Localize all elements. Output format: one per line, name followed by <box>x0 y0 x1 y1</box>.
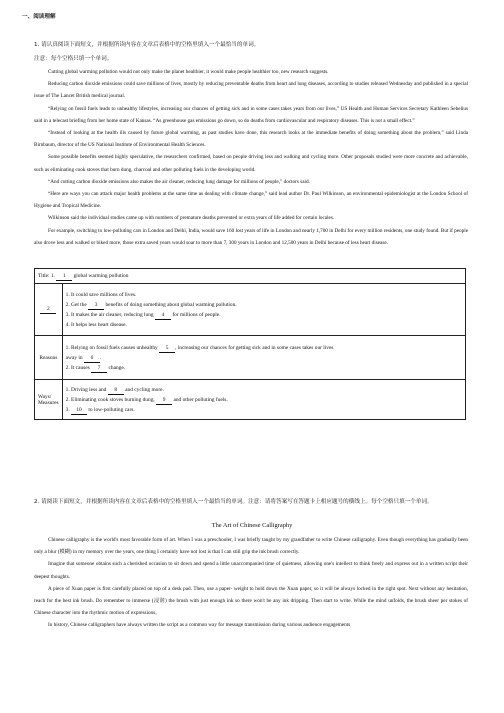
line-text: 3. <box>65 406 70 413</box>
blank-6[interactable]: 6 <box>84 354 100 363</box>
table-line <box>66 385 462 395</box>
table-line <box>66 290 462 300</box>
blank-1[interactable]: 1 <box>56 272 72 281</box>
line-text: 1. Driving less and <box>65 386 107 393</box>
table-line <box>66 353 462 363</box>
q2-paragraph: In history, Chinese calligraphers have always written the script as a common way for message transmission during various audience engagements <box>48 622 351 629</box>
q1-paragraph: Wilkinson said the individual studies came up with numbers of premature deaths prevented or extra years of life added for certain locales. <box>48 215 335 222</box>
table-line <box>66 343 462 353</box>
summary-table <box>34 268 466 420</box>
table-line <box>66 300 462 310</box>
q1-paragraph: “Relying on fossil fuels leads to unhealthy lifestyles, increasing our chances of getting sick and in some cases takes years from our lives,” US Health and Human Services Secretary Kathleen Sebelius said in a telecast briefing from her home state of Kansas. “As greenhouse gas emissions go down, so do deaths from cardiovascular and respiratory diseases. This is not a small effect.” <box>34 105 468 124</box>
blank-2[interactable]: 2 <box>40 305 56 314</box>
line-text: and other polluting fuels. <box>173 396 228 403</box>
blank-8[interactable]: 8 <box>108 386 124 395</box>
line-text: for millions of people. <box>172 311 221 318</box>
line-text: , increasing our chances for getting sick and in some cases takes our lives <box>175 344 334 351</box>
line-text: and cycling more. <box>125 386 164 393</box>
q1-note: 注意：每个空格只填一个单词。 <box>34 56 113 62</box>
q1-paragraph: “Here are ways you can attack major health problems at the same time as dealing with climate change,” said lead author Dr. Paul Wilkinson, an environmental epidemiologist at the London School of Hygiene and Tropical Medicine. <box>34 191 468 210</box>
q1-passage <box>34 66 468 249</box>
row-content-cell <box>62 380 465 420</box>
q2-paragraph: A piece of Xuan paper is first carefully placed on top of a desk pad. Then, use a paper- weight to hold down the Xuan paper, so it will be always locked in the right spot. Next without any hesitation, reach for the best ink brush. Do remember to immerse (浸润) the brush with just enough ink so there won't be any ink dripping. Then start to write. While the mind unfolds, the brush sheer per stokes of Chinese character into the rhythmic motion of expressions。 <box>34 585 468 617</box>
blank-3[interactable]: 3 <box>88 301 104 310</box>
q1-paragraph: “And cutting carbon dioxide emissions also makes the air cleaner, reducing lung damage for millions of people,” doctors said. <box>48 178 310 185</box>
q2-paragraph: Imagine that someone obtains such a cherished occasion to sit down and spend a little unaccompanied time of quietness, allowing one's intellect to think freely and express out in a written script their deepest thoughts. <box>34 561 468 580</box>
q2-title: The Art of Chinese Calligraphy <box>211 522 293 529</box>
section-header: 一、阅读理解 <box>22 14 56 20</box>
row-label-measures: Ways/ Measures <box>35 380 63 420</box>
table-line <box>66 320 462 330</box>
blank-9[interactable]: 9 <box>156 396 172 405</box>
q1-instruction: 1. 请认真阅读下面短文，并根据所读内容在文章后表格中的空格里填入一个最恰当的单词。 <box>34 42 260 48</box>
line-text: 2. It causes <box>65 364 90 371</box>
line-text: 1. It could save millions of lives. <box>65 291 137 298</box>
line-text: change. <box>108 364 126 371</box>
line-text: 3. It makes the air cleaner, reducing lung <box>65 311 154 318</box>
table-line <box>66 310 462 320</box>
line-text: 4. It helps less heart disease. <box>65 321 127 328</box>
line-text: to low-polluting cars. <box>88 406 135 413</box>
table-row-title <box>35 269 466 284</box>
q1-paragraph: Some possible benefits seemed highly speculative, the researchers confirmed, based on people driving less and walking and cycling more. Other proposals studied were more concrete and achievable, such as eliminating cook stoves that burn dung, charcoal and other polluting fuels in the developing world. <box>34 154 468 173</box>
q2-passage <box>34 534 468 632</box>
q1-paragraph: Reducing carbon dioxide emissions could save millions of lives, mostly by reducing preventable deaths from heart and lung diseases, according to studies released Wednesday and published in a special issue of The Lancet British medical journal. <box>34 81 468 100</box>
q2-paragraph: Chinese calligraphy is the world's most favorable form of art. When I was a preschooler, I was briefly taught by my grandfather to write Chinese calligraphy. Even though everything has gradually been only a blur (模糊) in my memory over the years, one thing I certainly have not lost is that I can still grip the ink brush correctly. <box>34 537 468 556</box>
line-text: away in <box>65 354 83 361</box>
q1-paragraph: Cutting global warming pollution would not only make the planet healthier, it would make people healthier too, new research suggests. <box>48 69 329 75</box>
row-content-cell <box>62 284 465 336</box>
q1-paragraph: For example, switching to low-polluting cars in London and Delhi, India, would save 160 lost years of life in London and nearly 1,700 in Delhi for every million residents, one study found. But if people also drove less and walked or biked more, those extra saved years would soar to more than 7, 300 years in London and 12,500 years in Delhi because of less heart disease. <box>34 227 468 246</box>
line-text: 1. Relying on fossil fuels causes unhealthy <box>65 344 158 351</box>
table-title-prefix: Title: 1. <box>38 272 55 279</box>
row-label-reasons: Reasons <box>35 336 63 380</box>
row-label-cell <box>35 284 63 336</box>
row-content-cell <box>62 336 465 380</box>
line-text: . <box>99 354 102 361</box>
table-row-reasons <box>35 336 466 380</box>
table-row-benefits <box>35 284 466 336</box>
table-row-measures <box>35 380 466 420</box>
table-title-suffix: global warming pollution <box>73 272 129 279</box>
blank-7[interactable]: 7 <box>91 364 107 373</box>
blank-4[interactable]: 4 <box>155 311 171 320</box>
line-text: 2. Get the <box>65 301 87 308</box>
q2-instruction: 2. 请阅读下面短文，并根据所读内容在文章后表格中的空格里填入一个最恰当的单词。注意：请将答案写在答题卡上相应题号的横线上。每个空格只填一个单词。 <box>34 499 433 505</box>
table-title-cell <box>35 269 466 284</box>
table-line <box>66 395 462 405</box>
q1-paragraph: “Instead of looking at the health ills caused by future global warming, as past studies have done, this research looks at the immediate benefits of doing something about the problem,” said Linda Birnbaum, director of the US National Institute of Environmental Health Sciences. <box>34 130 468 149</box>
blank-10[interactable]: 10 <box>71 406 87 415</box>
table-line <box>66 363 462 373</box>
line-text: benefits of doing something about global warming pollution. <box>105 301 237 308</box>
blank-5[interactable]: 5 <box>159 344 175 353</box>
table-line <box>66 405 462 415</box>
line-text: 2. Eliminating cook stoves burning dung, <box>65 396 155 403</box>
